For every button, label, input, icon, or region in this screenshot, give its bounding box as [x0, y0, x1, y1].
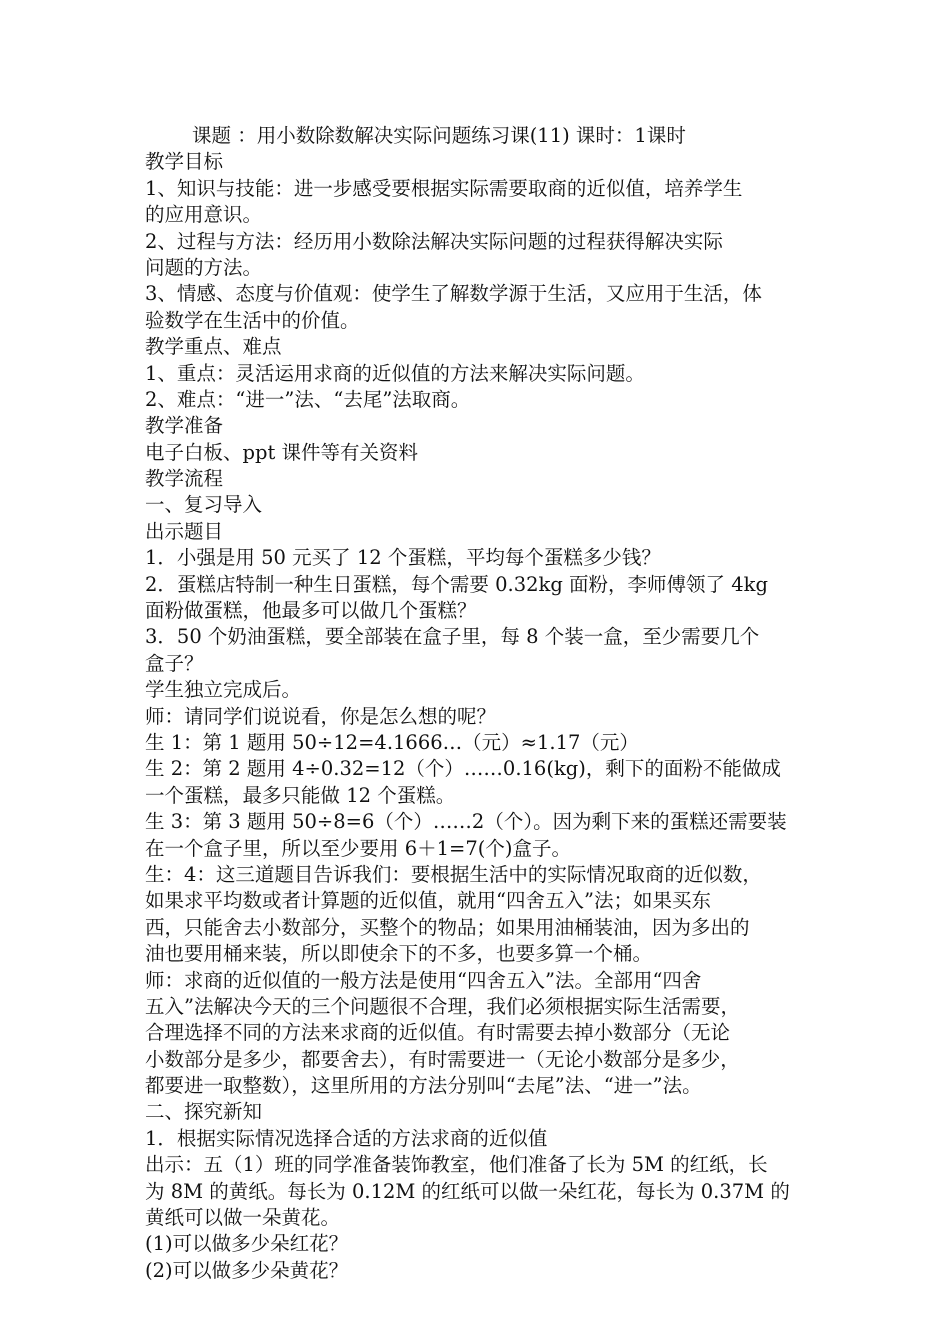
text-line: 为 8M 的黄纸。每长为 0.12M 的红纸可以做一朵红花，每长为 0.37M 的: [145, 1179, 790, 1203]
text-line: 油也要用桶来装，所以即使余下的不多，也要多算一个桶。: [145, 942, 653, 966]
text-line: 一个蛋糕，最多只能做 12 个蛋糕。: [145, 783, 456, 807]
text-line: 如果求平均数或者计算题的近似值，就用“四舍五入”法；如果买东: [145, 889, 711, 913]
text-line: 都要进一取整数），这里所用的方法分别叫“去尾”法、“进一”法。: [145, 1074, 702, 1098]
section-heading-objectives: 教学目标: [145, 150, 224, 174]
text-line: 1．根据实际情况选择合适的方法求商的近似值: [145, 1126, 548, 1150]
text-line: 的应用意识。: [145, 203, 263, 227]
text-line: 师：求商的近似值的一般方法是使用“四舍五入”法。全部用“四舍: [145, 968, 702, 992]
text-line: 生：4：这三道题目告诉我们：要根据生活中的实际情况取商的近似数，: [145, 862, 762, 886]
text-line: 合理选择不同的方法来求商的近似值。有时需要去掉小数部分（无论: [145, 1021, 731, 1045]
text-line: 电子白板、ppt 课件等有关资料: [145, 440, 419, 464]
text-line: 2．蛋糕店特制一种生日蛋糕，每个需要 0.32kg 面粉，李师傅领了 4kg: [145, 572, 768, 596]
text-line: 五入”法解决今天的三个问题很不合理，我们必须根据实际生活需要，: [145, 994, 740, 1018]
section-heading-explore: 二、探究新知: [145, 1100, 263, 1124]
text-line: 2、过程与方法：经历用小数除法解决实际问题的过程获得解决实际: [145, 229, 723, 253]
text-line: 生 1：第 1 题用 50÷12=4.1666…（元）≈1.17（元）: [145, 730, 639, 754]
text-line: 生 2：第 2 题用 4÷0.32=12（个）……0.16(kg)，剩下的面粉不能做成: [145, 757, 781, 781]
section-heading-preparation: 教学准备: [145, 414, 224, 438]
text-line: 小数部分是多少，都要舍去），有时需要进一（无论小数部分是多少，: [145, 1047, 740, 1071]
text-line: 3、情感、态度与价值观：使学生了解数学源于生活，又应用于生活，体: [145, 282, 762, 306]
text-line: (2)可以做多少朵黄花？: [145, 1258, 349, 1282]
text-line: 1．小强是用 50 元买了 12 个蛋糕，平均每个蛋糕多少钱？: [145, 546, 661, 570]
text-line: 问题的方法。: [145, 255, 263, 279]
text-line: 西，只能舍去小数部分，买整个的物品；如果用油桶装油，因为多出的: [145, 915, 750, 939]
section-heading-process: 教学流程: [145, 467, 224, 491]
text-line: (1)可以做多少朵红花？: [145, 1232, 349, 1256]
text-line: 学生独立完成后。: [145, 678, 302, 702]
text-line: 黄纸可以做一朵黄花。: [145, 1206, 341, 1230]
document-title: 课题 ：用小数除数解决实际问题练习课(11) 课时：1课时: [192, 124, 686, 147]
section-heading-key-points: 教学重点、难点: [145, 335, 282, 359]
section-heading-review: 一、复习导入: [145, 493, 263, 517]
text-line: 2、难点：“进一”法、“去尾”法取商。: [145, 387, 471, 411]
text-line: 3．50 个奶油蛋糕，要全部装在盒子里，每 8 个装一盒，至少需要几个: [145, 625, 760, 649]
text-line: 在一个盒子里，所以至少要用 6＋1=7(个)盒子。: [145, 836, 571, 860]
text-line: 1、知识与技能：进一步感受要根据实际需要取商的近似值，培养学生: [145, 176, 743, 200]
text-line: 盒子？: [145, 651, 204, 675]
text-line: 验数学在生活中的价值。: [145, 308, 360, 332]
document-page: [145, 123, 825, 1284]
text-line: 出示题目: [145, 519, 224, 543]
text-line: 1、重点：灵活运用求商的近似值的方法来解决实际问题。: [145, 361, 645, 385]
text-line: 出示：五（1）班的同学准备装饰教室，他们准备了长为 5M 的红纸，长: [145, 1153, 768, 1177]
text-line: 师：请同学们说说看，你是怎么想的呢？: [145, 704, 497, 728]
text-line: 生 3：第 3 题用 50÷8=6（个）……2（个）。因为剩下来的蛋糕还需要装: [145, 810, 787, 834]
text-line: 面粉做蛋糕，他最多可以做几个蛋糕？: [145, 599, 477, 623]
